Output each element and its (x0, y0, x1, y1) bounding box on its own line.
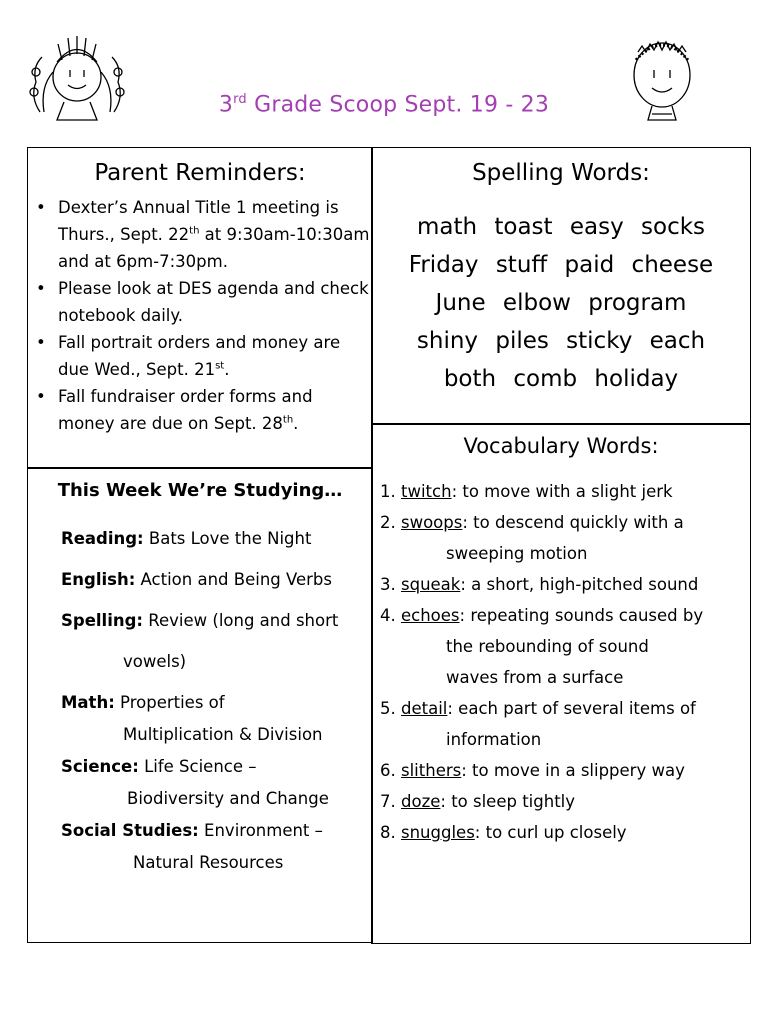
parent-reminders-box (27, 147, 373, 469)
reading-row: Reading: Bats Love the Night (61, 529, 312, 548)
list-item: • Please look at DES agenda and check notebook daily. (58, 275, 372, 329)
spelling-words-box (371, 147, 751, 425)
reminders-list (28, 194, 372, 437)
spelling-heading: Spelling Words: (472, 160, 650, 186)
spelling-line: math toast easy socks (416, 214, 706, 240)
social-studies-row: Social Studies: Environment – Natural Resources (61, 821, 323, 872)
vocab-item: 3. squeak: a short, high-pitched sound (380, 575, 699, 594)
spelling-line: Friday stuff paid cheese (408, 252, 714, 278)
spelling-row-cont: vowels) (123, 652, 187, 671)
spelling-words-list (372, 208, 750, 398)
vocab-item: 2. swoops: to descend quickly with a sweeping motion (380, 513, 684, 563)
math-row: Math: Properties of Multiplication & Division (61, 693, 323, 744)
list-item: • Fall fundraiser order forms and money are due on Sept. 28th. (58, 383, 372, 437)
list-item: • Fall portrait orders and money are due Wed., Sept. 21st. (58, 329, 372, 383)
list-item: • Dexter’s Annual Title 1 meeting is Thurs., Sept. 22th at 9:30am-10:30am and at 6pm-7:30pm. (58, 194, 372, 275)
vocab-item: 8. snuggles: to curl up closely (380, 823, 627, 842)
studying-heading: This Week We’re Studying… (57, 480, 343, 501)
page-title: 3rd Grade Scoop Sept. 19 - 23 (218, 92, 550, 118)
vocab-item: 4. echoes: repeating sounds caused by the rebounding of sound waves from a surface (380, 606, 704, 687)
studying-box (27, 467, 373, 943)
english-row: English: Action and Being Verbs (61, 570, 333, 589)
spelling-line: both comb holiday (443, 366, 679, 392)
spelling-row: Spelling: Review (long and short (61, 611, 339, 630)
spelling-line: shiny piles sticky each (416, 328, 706, 354)
vocab-item: 7. doze: to sleep tightly (380, 792, 576, 811)
vocab-item: 6. slithers: to move in a slippery way (380, 761, 685, 780)
science-row: Science: Life Science – Biodiversity and Change (61, 757, 329, 808)
vocabulary-heading: Vocabulary Words: (463, 434, 659, 458)
parent-reminders-heading: Parent Reminders: (94, 160, 306, 186)
spelling-line: June elbow program (435, 290, 687, 316)
vocab-item: 1. twitch: to move with a slight jerk (380, 482, 673, 501)
vocabulary-list (372, 476, 750, 848)
vocab-item: 5. detail: each part of several items of information (380, 699, 696, 749)
vocabulary-box (371, 423, 751, 944)
subjects-list (61, 523, 372, 879)
